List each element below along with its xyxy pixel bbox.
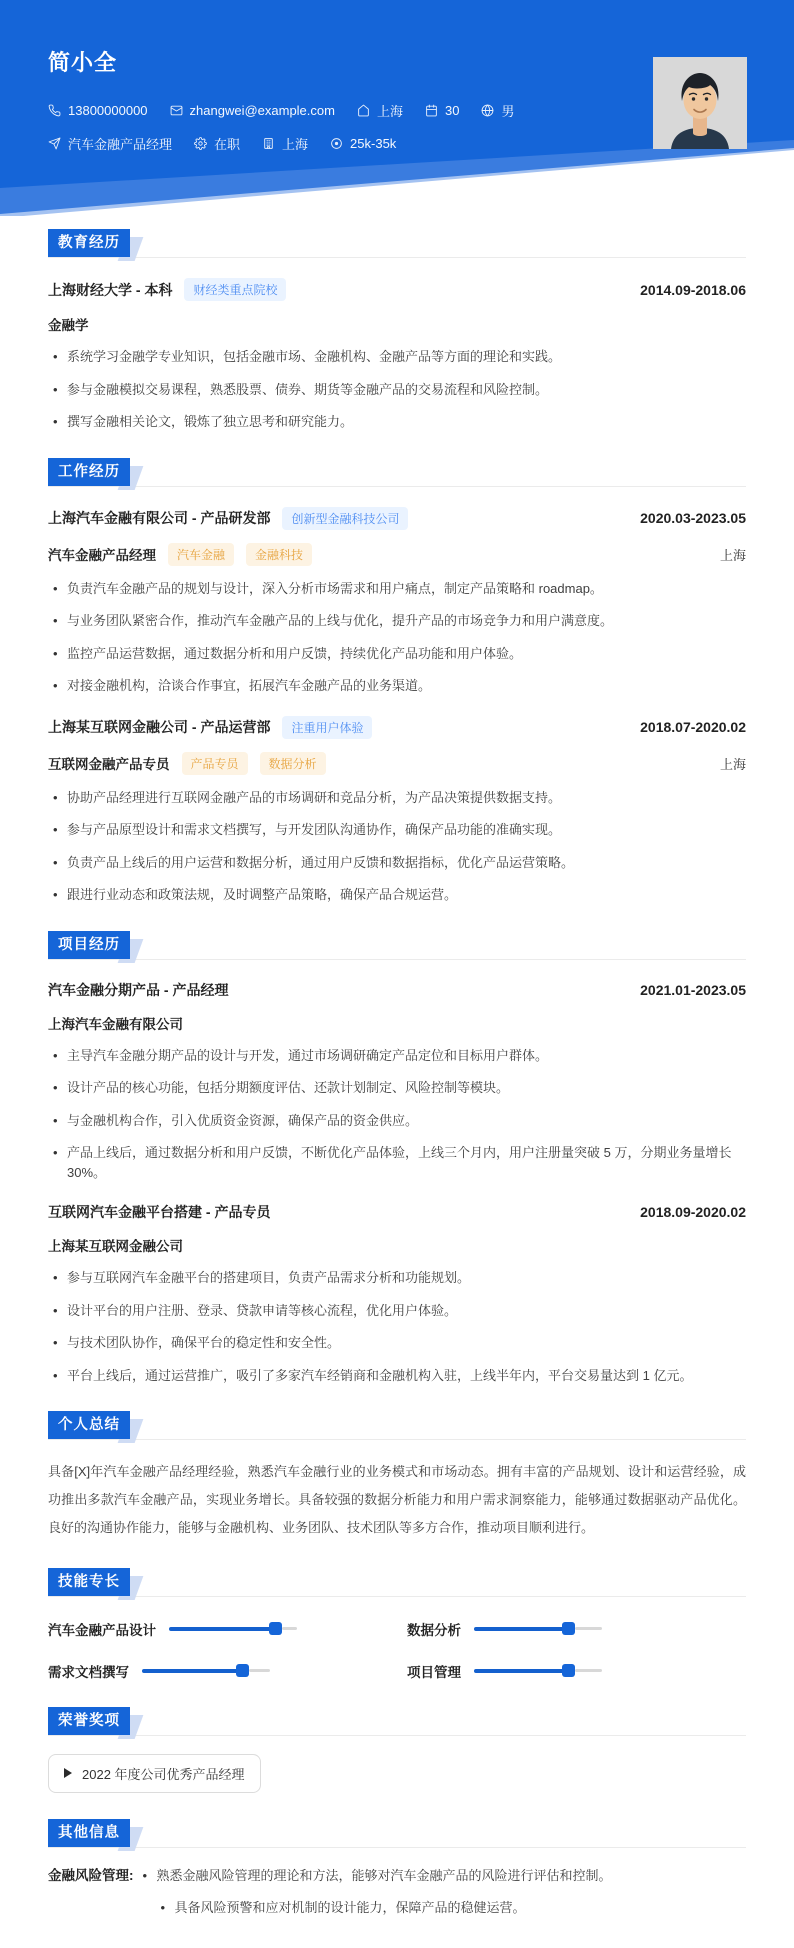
section-title-work: 工作经历 <box>48 458 130 486</box>
bullet-item: • 参与互联网汽车金融平台的搭建项目，负责产品需求分析和功能规划。 <box>48 1268 746 1288</box>
age-icon <box>425 104 438 117</box>
section-header-other <box>48 1819 746 1848</box>
skills-grid <box>48 1619 746 1681</box>
role-tag: 数据分析 <box>260 752 326 775</box>
portrait-avatar <box>653 57 747 149</box>
triangle-right-icon <box>64 1768 72 1778</box>
role-tag: 产品专员 <box>182 752 248 775</box>
company-tag: 注重用户体验 <box>282 716 372 739</box>
skill-slider[interactable] <box>142 1664 270 1677</box>
skill-row-product-design <box>48 1619 383 1639</box>
work-bullets <box>48 579 746 696</box>
work-location: 上海 <box>719 756 746 772</box>
project-date: 2018.09-2020.02 <box>640 1204 746 1220</box>
salary-range: 25k-35k <box>350 136 397 151</box>
bullet-item: • 具备风险预警和应对机制的设计能力，保障产品的稳健运营。 <box>156 1898 747 1918</box>
slider-fill <box>169 1627 271 1631</box>
section-header-education <box>48 229 746 258</box>
bullet-item: • 协助产品经理进行互联网金融产品的市场调研和竞品分析，为产品决策提供数据支持。 <box>48 788 746 808</box>
section-title-skills: 技能专长 <box>48 1568 130 1596</box>
skill-label: 数据分析 <box>407 1622 461 1638</box>
award-text: 2022 年度公司优秀产品经理 <box>82 1766 245 1782</box>
skill-slider[interactable] <box>474 1622 602 1635</box>
work-bullets <box>48 788 746 905</box>
bullet-item: • 负责汽车金融产品的规划与设计，深入分析市场需求和用户痛点，制定产品策略和 roadmap。 <box>48 579 746 599</box>
bullet-item: • 产品上线后，通过数据分析和用户反馈，不断优化产品体验，上线三个月内，用户注册量突破 5 万，分期业务量增长 30%。 <box>48 1143 746 1182</box>
role-title: 汽车金融产品经理 <box>48 548 156 563</box>
bullet-item: • 撰写金融相关论文，锻炼了独立思考和研究能力。 <box>48 412 746 432</box>
bullet-item: • 与金融机构合作，引入优质资金资源，确保产品的资金供应。 <box>48 1111 746 1131</box>
summary-paragraph: 具备[X]年汽车金融产品经理经验，熟悉汽车金融行业的业务模式和市场动态。拥有丰富的产品规划、设计和运营经验，成功推出多款汽车金融产品，实现业务增长。具备较强的数据分析能力和用户需求洞察能力，能够通过数据驱动产品优化。良好的沟通协作能力，能够与金融机构、业务团队、技术团队等多方合作，推动项目顺利进行。 <box>48 1464 746 1535</box>
skill-label: 项目管理 <box>407 1664 461 1680</box>
company-tag: 创新型金融科技公司 <box>282 507 408 530</box>
slider-fill <box>474 1627 564 1631</box>
education-date: 2014.09-2018.06 <box>640 281 746 298</box>
work-entry-1 <box>48 507 746 696</box>
email-icon <box>170 104 183 117</box>
section-title-other: 其他信息 <box>48 1819 130 1847</box>
bullet-item: • 平台上线后，通过运营推广，吸引了多家汽车经销商和金融机构入驻，上线半年内，平台交易量达到 1 亿元。 <box>48 1366 746 1386</box>
email-address: zhangwei@example.com <box>189 103 335 118</box>
company-name: 上海某互联网金融公司 - 产品运营部 <box>48 719 271 735</box>
position-icon <box>48 137 61 150</box>
gender-value: 男 <box>501 104 515 119</box>
role-tag: 金融科技 <box>246 543 312 566</box>
section-title-honors: 荣誉奖项 <box>48 1707 130 1735</box>
salary-target-icon <box>330 137 343 150</box>
other-info-bullets <box>138 1853 747 1918</box>
skill-row-project-management <box>407 1661 746 1681</box>
building-icon <box>262 137 275 150</box>
section-header-honors <box>48 1707 746 1736</box>
bullet-item: • 设计产品的核心功能，包括分期额度评估、还款计划制定、风险控制等模块。 <box>48 1078 746 1098</box>
section-title-summary: 个人总结 <box>48 1411 130 1439</box>
other-info-row <box>48 1866 746 1918</box>
salary-item <box>330 136 396 151</box>
email-item <box>170 103 335 118</box>
bullet-item: • 参与金融模拟交易课程，熟悉股票、债券、期货等金融产品的交易流程和风险控制。 <box>48 380 746 400</box>
school-tag: 财经类重点院校 <box>184 278 286 301</box>
position-title: 汽车金融产品经理 <box>68 137 173 152</box>
work-location: 上海 <box>719 547 746 563</box>
slider-track <box>282 1627 297 1630</box>
phone-number: 13800000000 <box>68 103 148 118</box>
work-entry-2 <box>48 716 746 905</box>
slider-handle[interactable] <box>269 1622 282 1635</box>
section-header-skills <box>48 1568 746 1597</box>
project-bullets <box>48 1268 746 1385</box>
bullet-item: • 对接金融机构，洽谈合作事宜，拓展汽车金融产品的业务渠道。 <box>48 676 746 696</box>
contact-row-2 <box>48 134 746 153</box>
position-item <box>48 134 172 153</box>
phone-icon <box>48 104 61 117</box>
section-header-projects <box>48 931 746 960</box>
skill-slider[interactable] <box>169 1622 297 1635</box>
bullet-item: • 与业务团队紧密合作，推动汽车金融产品的上线与优化，提升产品的市场竞争力和用户满意度。 <box>48 611 746 631</box>
gender-icon <box>481 104 494 117</box>
project-company: 上海汽车金融有限公司 <box>48 1016 183 1032</box>
bullet-item: • 主导汽车金融分期产品的设计与开发，通过市场调研确定产品定位和目标用户群体。 <box>48 1046 746 1066</box>
major-name: 金融学 <box>48 318 89 333</box>
resume-header <box>0 0 794 216</box>
slider-handle[interactable] <box>236 1664 249 1677</box>
award-item[interactable] <box>48 1754 261 1793</box>
slider-fill <box>142 1669 238 1673</box>
section-title-education: 教育经历 <box>48 229 130 257</box>
bullet-item: • 与技术团队协作，确保平台的稳定性和安全性。 <box>48 1333 746 1353</box>
project-company: 上海某互联网金融公司 <box>48 1239 183 1254</box>
project-entry-1 <box>48 980 746 1183</box>
status-gear-icon <box>194 137 207 150</box>
bullet-item: • 负责产品上线后的用户运营和数据分析，通过用户反馈和数据指标，优化产品运营策略。 <box>48 853 746 873</box>
skill-row-prd-writing <box>48 1661 383 1681</box>
phone-item <box>48 103 148 118</box>
work-city-item <box>262 134 308 153</box>
bullet-item: • 跟进行业动态和政策法规，及时调整产品策略，确保产品合规运营。 <box>48 885 746 905</box>
slider-track <box>575 1669 602 1672</box>
work-date: 2018.07-2020.02 <box>640 719 746 735</box>
bullet-item: • 系统学习金融学专业知识，包括金融市场、金融机构、金融产品等方面的理论和实践。 <box>48 347 746 367</box>
home-icon <box>357 104 370 117</box>
section-header-summary <box>48 1411 746 1440</box>
education-bullets <box>48 347 746 432</box>
candidate-name: 简小全 <box>48 50 118 75</box>
project-name: 汽车金融分期产品 - 产品经理 <box>48 981 229 998</box>
job-status-item <box>194 134 240 153</box>
project-date: 2021.01-2023.05 <box>640 981 746 998</box>
slider-handle[interactable] <box>562 1622 575 1635</box>
section-title-projects: 项目经历 <box>48 931 130 959</box>
job-status: 在职 <box>214 137 241 152</box>
project-entry-2 <box>48 1202 746 1385</box>
skill-row-data-analysis <box>407 1619 746 1639</box>
contact-row-1 <box>48 101 746 120</box>
section-header-work <box>48 458 746 487</box>
project-bullets <box>48 1046 746 1183</box>
education-entry <box>48 278 746 432</box>
home-item <box>357 101 403 120</box>
bullet-item: • 参与产品原型设计和需求文档撰写，与开发团队沟通协作，确保产品功能的准确实现。 <box>48 820 746 840</box>
company-name: 上海汽车金融有限公司 - 产品研发部 <box>48 510 271 526</box>
slider-track <box>249 1669 270 1672</box>
role-title: 互联网金融产品专员 <box>48 757 170 772</box>
school-name: 上海财经大学 - 本科 <box>48 281 173 298</box>
bullet-item: • 熟悉金融风险管理的理论和方法，能够对汽车金融产品的风险进行评估和控制。 <box>138 1866 747 1886</box>
project-name: 互联网汽车金融平台搭建 - 产品专员 <box>48 1204 271 1220</box>
skill-label: 汽车金融产品设计 <box>48 1622 156 1638</box>
bullet-item: • 设计平台的用户注册、登录、贷款申请等核心流程，优化用户体验。 <box>48 1301 746 1321</box>
age-item <box>425 103 459 118</box>
skill-slider[interactable] <box>474 1664 602 1677</box>
skill-label: 需求文档撰写 <box>48 1664 129 1680</box>
candidate-photo <box>653 57 747 149</box>
work-date: 2020.03-2023.05 <box>640 510 746 526</box>
slider-handle[interactable] <box>562 1664 575 1677</box>
slider-track <box>575 1627 602 1630</box>
home-city: 上海 <box>376 104 403 119</box>
gender-item <box>481 101 514 120</box>
other-info-label: 金融风险管理: <box>48 1867 134 1883</box>
age-value: 30 <box>444 103 460 118</box>
slider-fill <box>474 1669 564 1673</box>
work-city: 上海 <box>282 137 309 152</box>
role-tag: 汽车金融 <box>168 543 234 566</box>
bullet-item: • 监控产品运营数据，通过数据分析和用户反馈，持续优化产品功能和用户体验。 <box>48 644 746 664</box>
